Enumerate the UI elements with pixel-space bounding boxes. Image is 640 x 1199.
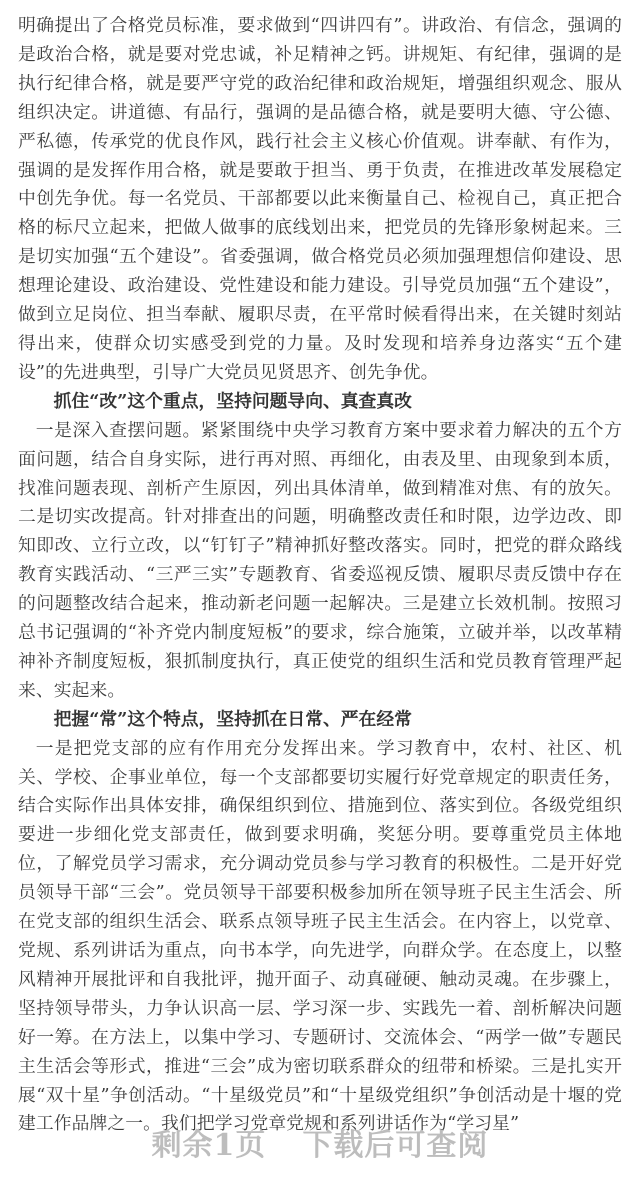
download-to-view-label[interactable]: 下载后可查阅 [302,1128,489,1163]
paragraph: 一是把党支部的应有作用充分发挥出来。学习教育中，农村、社区、机关、学校、企事业单位，每一个支部都要切实履行好党章规定的职责任务，结合实际作出具体安排，确保组织到位、措施到位、落实到位。各级党组织要进一步细化党支部责任，做到要求明确，奖惩分明。要尊重党员主体地位，了解党员学习需求，充分调动党员参与学习教育的积极性。二是开好党员领导干部“三会”。党员领导干部要积极参加所在领导班子民主生活会、所在党支部的组织生活会、联系点领导班子民主生活会。在内容上，以党章、党规、系列讲话为重点，向书本学，向先进学，向群众学。在态度上，以整风精神开展批评和自我批评，抛开面子、动真碰硬、触动灵魂。在步骤上，坚持领导带头，力争认识高一层、学习深一步、实践先一着、剖析解决问题好一筹。在方法上，以集中学习、专题研讨、交流体会、“两学一做”专题民主生活会等形式，推进“三会”成为密切联系群众的纽带和桥梁。三是扎实开展“双十星”争创活动。“十星级党员”和“十星级党组织”争创活动是十堰的党建工作品牌之一。我们把学习党章党规和系列讲话作为“学习星” [18,737,622,1135]
paragraph: 明确提出了合格党员标准，要求做到“四讲四有”。讲政治、有信念，强调的是政治合格，就是要对党忠诚，补足精神之钙。讲规矩、有纪律，强调的是执行纪律合格，就是要严守党的政治纪律和政治规矩，增强组织观念、服从组织决定。讲道德、有品行，强调的是品德合格，就是要明大德、守公德、严私德，传承党的优良作风，践行社会主义核心价值观。讲奉献、有作为，强调的是发挥作用合格，就是要敢于担当、勇于负责，在推进改革发展稳定中创先争优。每一名党员、干部都要以此来衡量自己、检视自己，真正把合格的标尺立起来，把做人做事的底线划出来，把党员的先锋形象树起来。三是切实加强“五个建设”。省委强调，做合格党员必须加强理想信仰建设、思想理论建设、政治建设、党性建设和能力建设。引导党员加强“五个建设”，做到立足岗位、担当奉献、履职尽责，在平常时候看得出来，在关键时刻站得出来，使群众切实感受到党的力量。及时发现和培养身边落实“五个建设”的先进典型，引导广大党员见贤思齐、创先争优。 [18,15,622,383]
document-body [18,12,622,1139]
download-prompt[interactable] [0,1120,640,1164]
section-heading: 把握“常”这个特点，坚持抓在日常、严在经常 [53,708,412,730]
remaining-pages-label: 剩余1页 [151,1128,267,1163]
section-heading: 抓住“改”这个重点，坚持问题导向、真查真改 [53,390,412,412]
paragraph: 一是深入查摆问题。紧紧围绕中央学习教育方案中要求着力解决的五个方面问题，结合自身实际，进行再对照、再细化，由表及里、由现象到本质，找准问题表现、剖析产生原因，列出具体清单，做到精准对焦、有的放矢。二是切实改提高。针对排查出的问题，明确整改责任和时限，边学边改、即知即改、立行立改，以“钉钉子”精神抓好整改落实。同时，把党的群众路线教育实践活动、“三严三实”专题教育、省委巡视反馈、履职尽责反馈中存在的问题整改结合起来，推动新老问题一起解决。三是建立长效机制。按照习总书记强调的“补齐党内制度短板”的要求，综合施策，立破并举，以改革精神补齐制度短板，狠抓制度执行，真正使党的组织生活和党员教育管理严起来、实起来。 [18,419,622,701]
